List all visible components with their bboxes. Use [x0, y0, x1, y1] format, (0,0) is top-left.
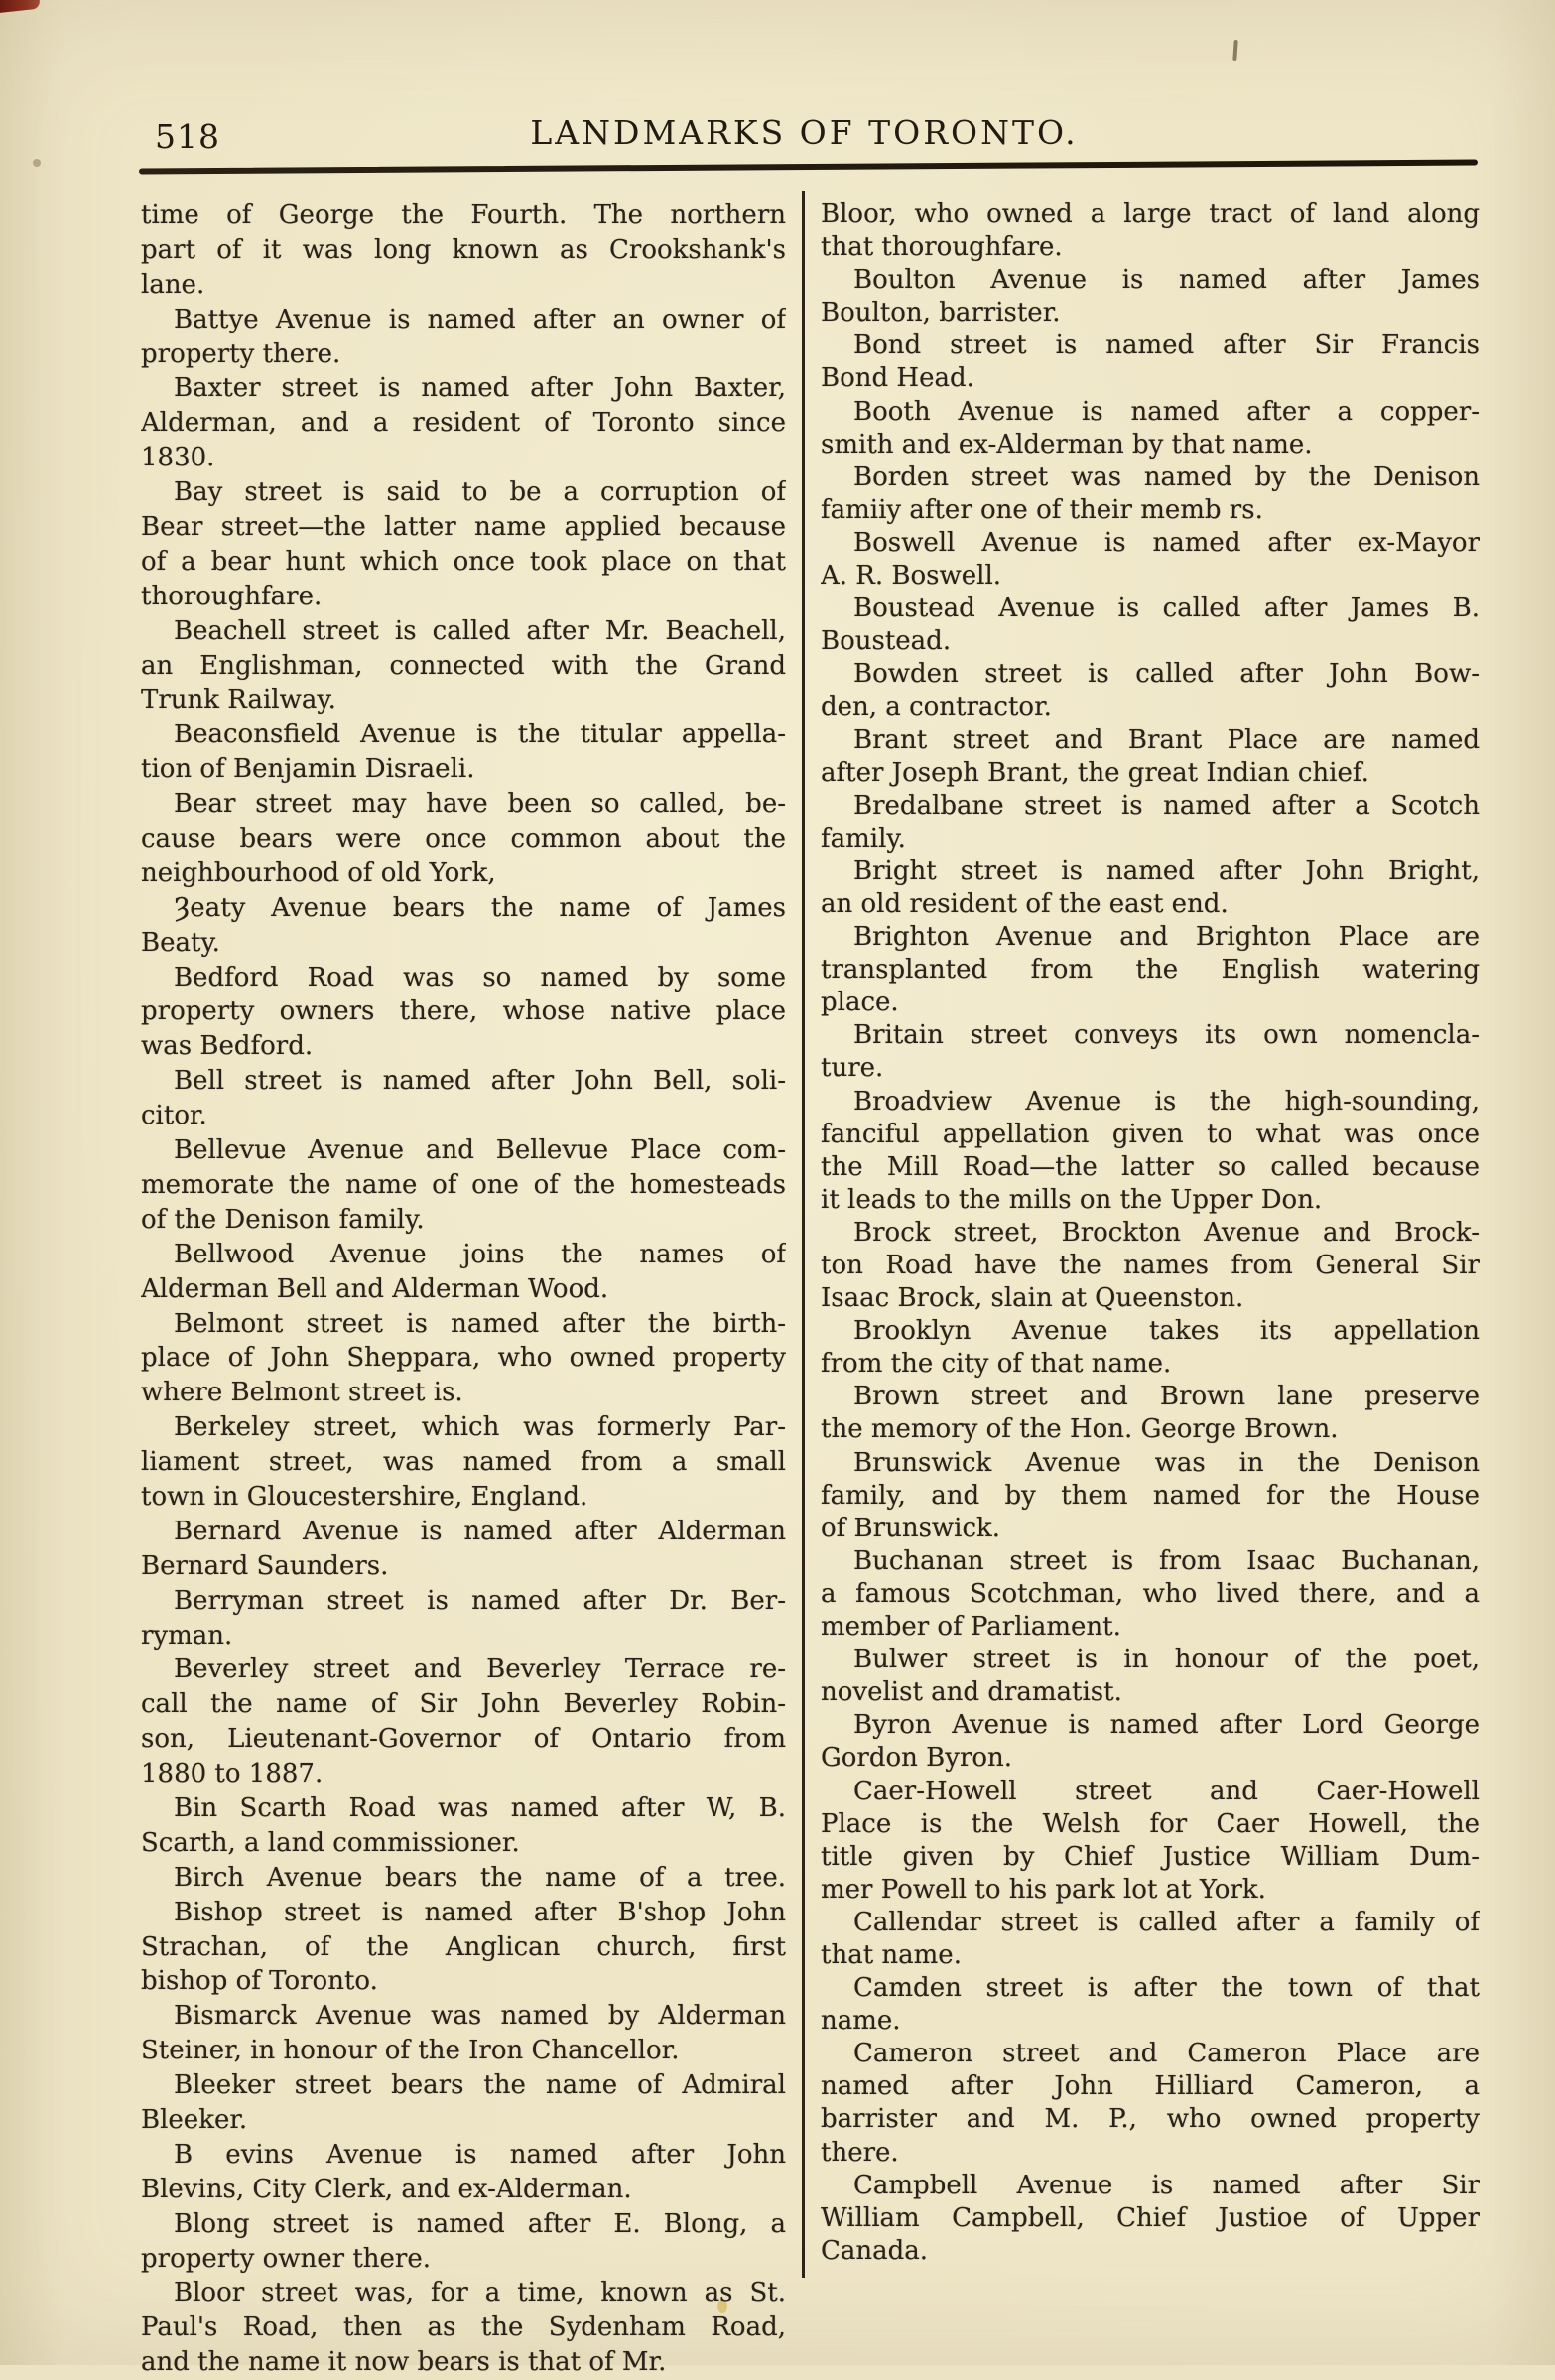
- text-line: Britain street conveys its own nomencla-: [853, 1020, 1480, 1051]
- text-line: Boulton, barrister.: [821, 298, 1061, 329]
- text-line: family.: [821, 823, 906, 854]
- text-line: 1880 to 1887.: [141, 1759, 324, 1789]
- text-line: 1830.: [141, 443, 215, 473]
- column-divider: [802, 191, 805, 2278]
- text-line: family, and by them named for the House: [821, 1480, 1480, 1511]
- left-column: [141, 198, 786, 2380]
- text-line: Steiner, in honour of the Iron Chancellor.: [141, 2036, 680, 2066]
- text-line: Bedford Road was so named by some: [174, 962, 786, 992]
- text-line: that name.: [821, 1939, 962, 1970]
- text-line: Beachell street is called after Mr. Beachell,: [174, 615, 786, 646]
- text-line: Bernard Saunders.: [141, 1550, 389, 1581]
- text-line: famiiy after one of their memb rs.: [821, 494, 1263, 525]
- text-line: Bredalbane street is named after a Scotch: [853, 790, 1480, 821]
- text-line: ton Road have the names from General Sir: [821, 1251, 1480, 1280]
- text-line: part of it was long known as Crookshank's: [141, 234, 786, 265]
- text-line: named after John Hilliard Cameron, a: [821, 2071, 1480, 2102]
- text-line: of Brunswick.: [821, 1513, 1001, 1543]
- text-line: Bear street—the latter name applied because: [141, 512, 786, 543]
- text-line: Bernard Avenue is named after Alderman: [174, 1516, 786, 1546]
- text-line: transplanted from the English watering: [821, 955, 1480, 986]
- text-line: Alderman, and a resident of Toronto since: [141, 408, 786, 439]
- text-line: Boulton Avenue is named after James: [853, 265, 1480, 296]
- text-line: Beverley street and Beverley Terrace re-: [174, 1654, 786, 1685]
- ink-tick-mark: [1232, 40, 1237, 61]
- text-line: title given by Chief Justice William Dum-: [821, 1841, 1480, 1872]
- text-line: name.: [821, 2006, 901, 2037]
- text-line: William Campbell, Chief Justioe of Upper: [821, 2202, 1480, 2233]
- text-line: Trunk Railway.: [141, 685, 336, 716]
- text-line: Scarth, a land commissioner.: [141, 1827, 520, 1858]
- text-line: Blevins, City Clerk, and ex-Alderman.: [141, 2174, 632, 2204]
- text-line: Brock street, Brockton Avenue and Brock-: [853, 1217, 1480, 1248]
- text-line: Boswell Avenue is named after ex-Mayor: [853, 527, 1480, 558]
- text-line: Bloor street was, for a time, known as St.: [174, 2278, 786, 2309]
- text-line: mer Powell to his park lot at York.: [821, 1874, 1266, 1905]
- text-line: Baxter street is named after John Baxter,: [174, 373, 786, 404]
- text-line: Gordon Byron.: [821, 1743, 1013, 1774]
- text-line: Bay street is said to be a corruption of: [174, 477, 786, 508]
- text-line: Place is the Welsh for Caer Howell, the: [821, 1808, 1480, 1839]
- text-line: Brooklyn Avenue takes its appellation: [853, 1316, 1480, 1347]
- text-line: tion of Benjamin Disraeli.: [141, 754, 475, 785]
- header-rule: [139, 160, 1478, 175]
- text-line: Brighton Avenue and Brighton Place are: [853, 922, 1480, 953]
- text-line: property there.: [141, 338, 341, 369]
- text-line: place.: [821, 988, 899, 1018]
- text-line: Boustead Avenue is called after James B.: [853, 594, 1480, 624]
- text-line: it leads to the mills on the Upper Don.: [821, 1184, 1323, 1215]
- text-line: liament street, was named from a small: [141, 1447, 786, 1478]
- text-line: time of George the Fourth. The northern: [141, 200, 786, 230]
- text-line: member of Parliament.: [821, 1612, 1121, 1643]
- text-line: Alderman Bell and Alderman Wood.: [141, 1273, 609, 1304]
- text-line: the Mill Road—the latter so called because: [821, 1151, 1480, 1182]
- text-line: Isaac Brock, slain at Queenston.: [821, 1283, 1244, 1314]
- text-line: Battye Avenue is named after an owner of: [174, 304, 786, 334]
- text-line: Bleeker.: [141, 2104, 248, 2135]
- text-line: ryman.: [141, 1620, 233, 1651]
- text-line: Strachan, of the Anglican church, first: [141, 1931, 786, 1962]
- text-line: lane.: [141, 269, 205, 300]
- text-line: Bloor, who owned a large tract of land along: [821, 199, 1480, 229]
- text-line: Bright street is named after John Bright,: [853, 856, 1480, 886]
- text-line: Blong street is named after E. Blong, a: [174, 2208, 786, 2239]
- text-line: Bleeker street bears the name of Admiral: [174, 2070, 786, 2101]
- text-line: Paul's Road, then as the Sydenham Road,: [141, 2313, 786, 2343]
- red-corner-stain: [0, 0, 41, 13]
- text-line: Brown street and Brown lane preserve: [853, 1382, 1480, 1412]
- text-line: where Belmont street is.: [141, 1378, 463, 1408]
- text-line: citor.: [141, 1101, 207, 1131]
- text-line: Berkeley street, which was formerly Par-: [174, 1412, 786, 1443]
- text-line: an Englishman, connected with the Grand: [141, 650, 786, 681]
- text-line: Canada.: [821, 2235, 929, 2266]
- text-line: memorate the name of one of the homesteads: [141, 1169, 786, 1200]
- text-line: A. R. Boswell.: [821, 561, 1002, 592]
- text-line: thoroughfare.: [141, 581, 323, 611]
- gray-speck: [33, 159, 41, 167]
- text-line: barrister and M. P., who owned property: [821, 2104, 1480, 2135]
- text-line: Caer-Howell street and Caer-Howell: [853, 1776, 1480, 1806]
- text-line: novelist and dramatist.: [821, 1677, 1122, 1708]
- text-line: Campbell Avenue is named after Sir: [853, 2170, 1480, 2200]
- right-column: [821, 198, 1480, 2268]
- text-line: there.: [821, 2137, 899, 2168]
- text-line: fanciful appellation given to what was once: [821, 1119, 1480, 1149]
- text-line: the memory of the Hon. George Brown.: [821, 1414, 1339, 1445]
- text-line: call the name of Sir John Beverley Robin-: [141, 1689, 786, 1720]
- text-line: of the Denison family.: [141, 1204, 425, 1235]
- text-line: Bellwood Avenue joins the names of: [174, 1239, 786, 1269]
- text-line: Booth Avenue is named after a copper-: [853, 396, 1480, 427]
- text-line: Buchanan street is from Isaac Buchanan,: [853, 1545, 1480, 1576]
- text-line: Bowden street is called after John Bow-: [853, 659, 1480, 690]
- text-line: was Bedford.: [141, 1031, 314, 1062]
- page-number: 518: [155, 117, 220, 156]
- text-line: B evins Avenue is named after John: [174, 2139, 786, 2170]
- text-line: smith and ex-Alderman by that name.: [821, 429, 1313, 460]
- text-line: Byron Avenue is named after Lord George: [853, 1710, 1480, 1741]
- text-line: after Joseph Brant, the great Indian chief.: [821, 757, 1369, 788]
- text-line: Beaty.: [141, 927, 220, 958]
- text-line: an old resident of the east end.: [821, 888, 1229, 919]
- text-line: of a bear hunt which once took place on that: [141, 546, 786, 577]
- text-line: that thoroughfare.: [821, 232, 1063, 263]
- text-line: Belmont street is named after the birth-: [174, 1308, 786, 1339]
- text-line: Beaconsfield Avenue is the titular appella-: [174, 720, 786, 750]
- text-line: neighbourhood of old York,: [141, 858, 496, 888]
- text-line: place of John Sheppara, who owned property: [141, 1343, 786, 1374]
- text-line: son, Lieutenant-Governor of Ontario from: [141, 1724, 786, 1755]
- text-line: Cameron street and Cameron Place are: [853, 2039, 1480, 2069]
- text-line: Bell street is named after John Bell, soli-: [174, 1066, 786, 1097]
- text-line: Bellevue Avenue and Bellevue Place com-: [174, 1135, 786, 1166]
- text-line: Bin Scarth Road was named after W, B.: [174, 1792, 786, 1823]
- text-line: Broadview Avenue is the high-sounding,: [853, 1086, 1480, 1117]
- text-line: Bond Head.: [821, 363, 974, 394]
- text-line: and the name it now bears is that of Mr.: [141, 2347, 667, 2378]
- text-line: ture.: [821, 1053, 884, 1084]
- text-line: Brant street and Brant Place are named: [853, 725, 1480, 755]
- text-line: bishop of Toronto.: [141, 1966, 378, 1997]
- text-line: Bishop street is named after B'shop John: [174, 1897, 786, 1927]
- text-line: a famous Scotchman, who lived there, and a: [821, 1578, 1480, 1609]
- text-line: Ȝeaty Avenue bears the name of James: [174, 892, 786, 923]
- text-line: Bismarck Avenue was named by Alderman: [174, 2001, 786, 2032]
- text-line: property owners there, whose native place: [141, 996, 786, 1027]
- text-line: Berryman street is named after Dr. Ber-: [174, 1585, 786, 1616]
- text-line: town in Gloucestershire, England.: [141, 1481, 588, 1512]
- text-line: den, a contractor.: [821, 692, 1052, 723]
- text-line: Bond street is named after Sir Francis: [853, 331, 1480, 361]
- text-line: from the city of that name.: [821, 1349, 1172, 1380]
- text-line: Boustead.: [821, 626, 952, 657]
- text-line: Borden street was named by the Denison: [853, 462, 1480, 492]
- text-line: Brunswick Avenue was in the Denison: [853, 1447, 1480, 1478]
- text-line: Bulwer street is in honour of the poet,: [853, 1645, 1480, 1675]
- text-line: Birch Avenue bears the name of a tree.: [174, 1862, 786, 1893]
- text-line: Callendar street is called after a family of: [853, 1907, 1480, 1937]
- page-title: LANDMARKS OF TORONTO.: [530, 113, 1079, 152]
- text-line: Camden street is after the town of that: [853, 1973, 1480, 2004]
- text-line: property owner there.: [141, 2243, 431, 2274]
- text-line: Bear street may have been so called, be-: [174, 789, 786, 820]
- text-line: cause bears were once common about the: [141, 824, 786, 855]
